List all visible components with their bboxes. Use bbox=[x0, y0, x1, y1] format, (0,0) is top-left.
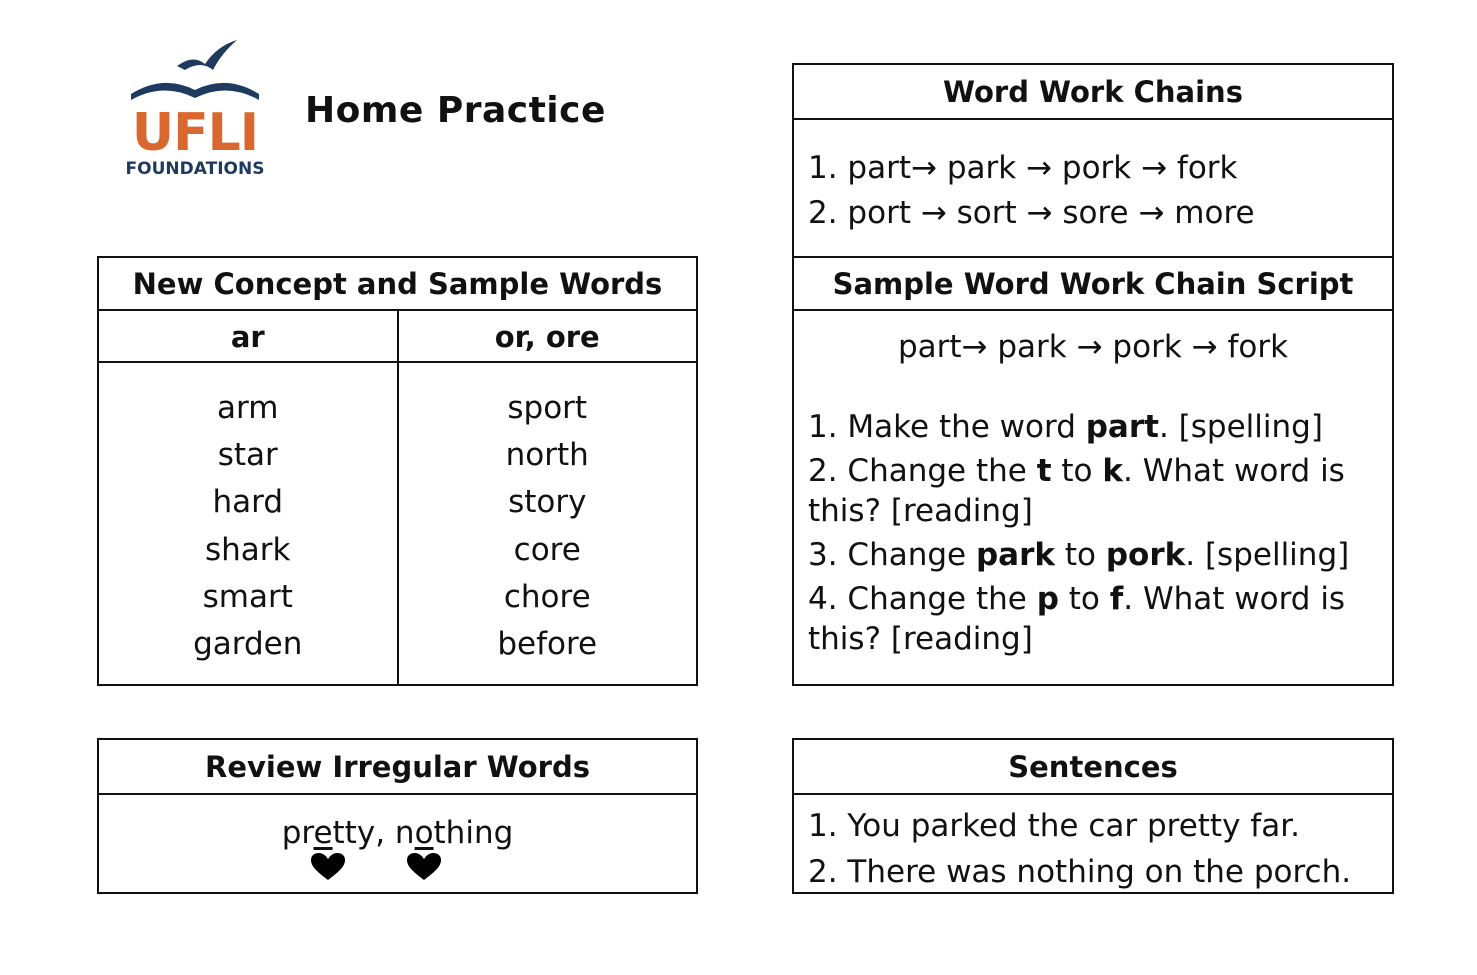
word: chore bbox=[503, 578, 591, 615]
ar-column bbox=[99, 311, 397, 684]
script-step: 1. Make the word part. [spelling] bbox=[808, 409, 1323, 445]
heart-icon bbox=[407, 853, 441, 881]
irregular-words: pretty, nothing bbox=[99, 795, 696, 851]
word: hard bbox=[212, 484, 284, 521]
script-step: 4. Change the p to f. What word is this? [reading] bbox=[808, 581, 1346, 657]
bird-icon bbox=[177, 40, 237, 70]
word: before bbox=[497, 626, 598, 663]
column-header: ar bbox=[99, 311, 397, 363]
or-ore-column bbox=[397, 311, 697, 684]
script-title: Sample Word Work Chain Script bbox=[794, 258, 1392, 311]
chain-item: 2. port → sort → sore → more bbox=[808, 195, 1255, 231]
chains-title: Word Work Chains bbox=[794, 65, 1392, 120]
word: star bbox=[217, 437, 278, 474]
review-irregular-words-box bbox=[97, 738, 698, 894]
script-steps bbox=[794, 407, 1392, 659]
word: arm bbox=[217, 390, 279, 426]
open-book-icon bbox=[131, 83, 259, 100]
word: core bbox=[513, 531, 581, 568]
page-title: Home Practice bbox=[305, 90, 606, 131]
logo-subtext: FOUNDATIONS bbox=[125, 159, 265, 179]
ufli-foundations-logo bbox=[125, 36, 265, 181]
column-header: or, ore bbox=[399, 311, 697, 363]
logo-text: UFLI bbox=[131, 103, 259, 163]
sentence: 1. You parked the car pretty far. bbox=[808, 808, 1300, 844]
word: smart bbox=[202, 578, 293, 615]
sentences-title: Sentences bbox=[794, 740, 1392, 795]
word: north bbox=[505, 437, 589, 474]
word: story bbox=[508, 484, 587, 521]
script-step: 2. Change the t to k. What word is this? [reading] bbox=[808, 453, 1345, 529]
concept-title: New Concept and Sample Words bbox=[99, 258, 696, 311]
sentence: 2. There was nothing on the porch. bbox=[808, 854, 1352, 890]
word: sport bbox=[507, 390, 588, 426]
script-chain: part→ park → pork → fork bbox=[897, 329, 1289, 365]
new-concept-table bbox=[97, 256, 698, 686]
word: garden bbox=[193, 626, 303, 663]
chain-item: 1. part→ park → pork → fork bbox=[808, 150, 1238, 186]
irregular-title: Review Irregular Words bbox=[99, 740, 696, 795]
script-step: 3. Change park to pork. [spelling] bbox=[808, 537, 1350, 573]
word-work-chains-box bbox=[792, 63, 1394, 686]
word: shark bbox=[205, 531, 291, 568]
sentences-box bbox=[792, 738, 1394, 894]
heart-icon bbox=[311, 853, 345, 881]
